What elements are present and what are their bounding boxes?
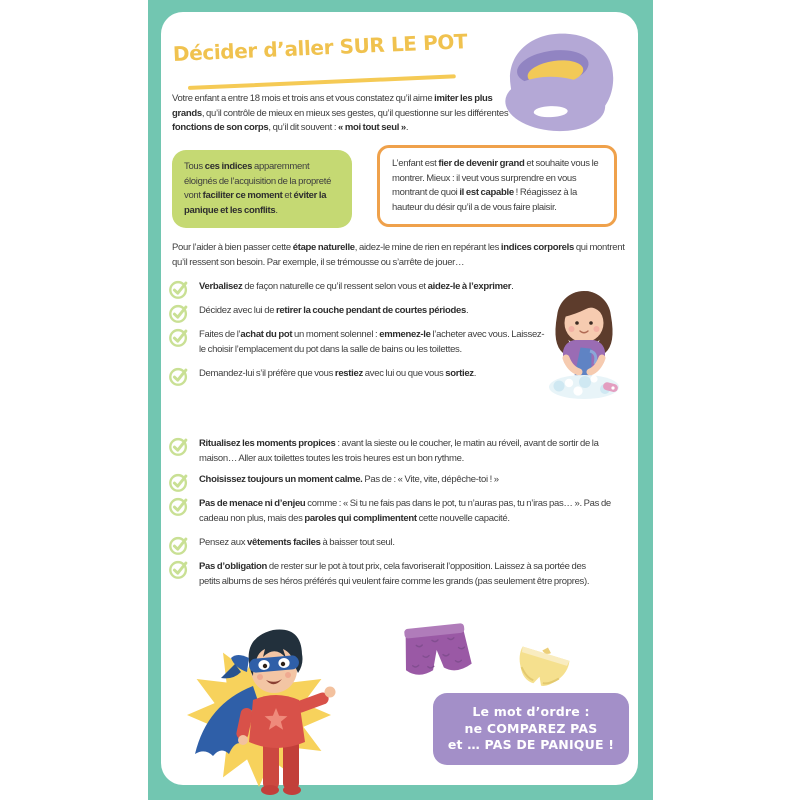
intro-paragraph: Votre enfant a entre 18 mois et trois ans et vous constatez qu’il aime imiter les plus grands, qu’il contrôle de mieux en mieux ses gestes, qu’il questionne sur les différentes fonctions de son corps, qu’il dit souvent : « moi tout seul ». xyxy=(172,93,509,133)
checklist-item xyxy=(168,280,553,300)
checklist-item xyxy=(168,473,630,493)
checklist-item-text: Décidez avec lui de retirer la couche pendant de courtes périodes. xyxy=(199,305,469,316)
check-icon xyxy=(168,278,190,300)
check-icon xyxy=(168,534,190,556)
lead-paragraph: Pour l’aider à bien passer cette étape naturelle, aidez-le mine de rien en repérant les indices corporels qui montrent qu’il ressent son besoin. Par exemple, il se trémousse ou s’arrête de jouer… xyxy=(172,242,625,268)
check-icon xyxy=(168,302,190,324)
check-icon xyxy=(168,326,190,348)
green-callout-box xyxy=(172,150,352,228)
green-callout-text: Tous ces indices apparemment éloignés de l’acquisition de la propreté vont faciliter ce moment et éviter la panique et les conflits. xyxy=(184,161,332,216)
badge-line: et … PAS DE PANIQUE ! xyxy=(447,737,615,752)
purple-boxer-shorts-illustration xyxy=(397,622,477,688)
badge-line: Le mot d’ordre : xyxy=(472,704,590,719)
check-icon xyxy=(168,495,190,517)
checklist-item xyxy=(168,437,630,466)
checklist-item xyxy=(168,328,553,357)
checklist-item-text: Pas de menace ni d’enjeu comme : « Si tu ne fais pas dans le pot, tu n’auras pas, tu n’iras pas… ». Pas de cadeau non plus, mais des paroles qui complimentent cette nouvelle capacité. xyxy=(199,498,611,524)
check-icon xyxy=(168,435,190,457)
checklist-item-text: Choisissez toujours un moment calme. Pas de : « Vite, vite, dépêche-toi ! » xyxy=(199,474,499,485)
checklist-item-text: Faites de l’achat du pot un moment solennel : emmenez-le l’acheter avec vous. Laissez-le choisir l’emplacement du pot dans la salle de bains ou les toilettes. xyxy=(199,329,545,355)
checklist-item xyxy=(168,560,630,589)
page-title: Décider d’aller SUR LE POT xyxy=(172,29,468,66)
document-page xyxy=(161,12,638,785)
checklist-item xyxy=(168,304,553,324)
checklist-item-text: Pas d’obligation de rester sur le pot à tout prix, cela favoriserait l’opposition. Laissez à sa portée des petits albums de ses héros préférés qui veulent faire comme les grands (pas seulement être propres). xyxy=(199,561,590,587)
check-icon xyxy=(168,471,190,493)
badge-line: ne COMPAREZ PAS xyxy=(464,720,598,736)
orange-callout-box xyxy=(377,145,617,227)
title-underline xyxy=(188,74,456,89)
checklist-item xyxy=(168,497,630,526)
key-message-badge xyxy=(433,693,629,765)
check-icon xyxy=(168,365,190,387)
toddler-girl-washing-illustration xyxy=(539,286,629,404)
orange-callout-text: L’enfant est fier de devenir grand et souhaite vous le montrer. Mieux : il veut vous surprendre en vous montrant de quoi il est capable ! Réagissez à la hauteur du désir qu’il a de vous faire plaisir. xyxy=(392,158,599,213)
checklist-item xyxy=(168,536,630,556)
checklist-item-text: Pensez aux vêtements faciles à baisser tout seul. xyxy=(199,537,395,548)
check-icon xyxy=(168,558,190,580)
superhero-boy-illustration xyxy=(179,620,374,798)
checklist-item xyxy=(168,367,553,387)
checklist-item-text: Ritualisez les moments propices : avant la sieste ou le coucher, le matin au réveil, avant de sortir de la maison… Aller aux toilettes toutes les trois heures est un bon rythme. xyxy=(199,438,599,464)
checklist-item-text: Demandez-lui s’il préfère que vous restiez avec lui ou que vous sortiez. xyxy=(199,368,477,379)
checklist-item-text: Verbalisez de façon naturelle ce qu’il ressent selon vous et aidez-le à l’exprimer. xyxy=(199,281,514,292)
